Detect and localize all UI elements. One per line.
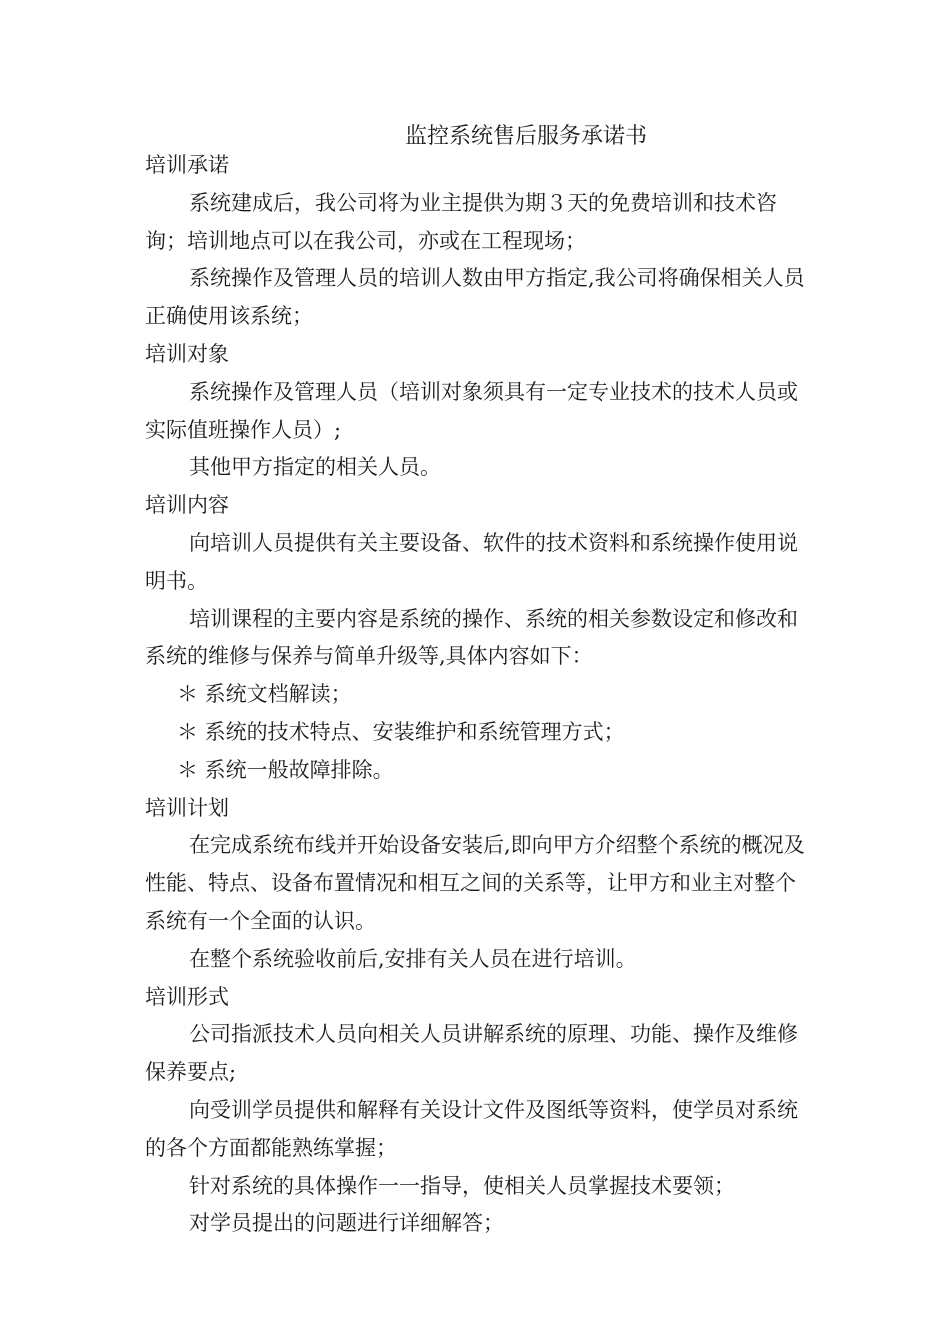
- section-heading: 培训对象: [145, 341, 229, 366]
- paragraph: 系统建成后，我公司将为业主提供为期３天的免费培训和技术咨询；培训地点可以在我公司，亦或在工程现场；: [145, 190, 777, 253]
- paragraph: 公司指派技术人员向相关人员讲解系统的原理、功能、操作及维修保养要点;: [145, 1022, 798, 1085]
- paragraph: 对学员提出的问题进行详细解答；: [189, 1211, 504, 1236]
- paragraph: 针对系统的具体操作一一指导，使相关人员掌握技术要领；: [189, 1173, 735, 1198]
- document-body: [145, 147, 815, 1243]
- section-heading: 培训计划: [145, 795, 229, 820]
- paragraph: 系统操作及管理人员的培训人数由甲方指定,我公司将确保相关人员正确使用该系统；: [145, 266, 805, 329]
- bullet-item: ＊ 系统一般故障排除。: [177, 757, 394, 782]
- section-heading: 培训形式: [145, 984, 229, 1009]
- section-heading: 培训承诺: [145, 153, 229, 177]
- paragraph: 培训课程的主要内容是系统的操作、系统的相关参数设定和修改和系统的维修与保养与简单升级等,具体内容如下：: [145, 606, 798, 669]
- bullet-item: ＊ 系统文档解读；: [177, 682, 352, 707]
- bullet-item: ＊ 系统的技术特点、安装维护和系统管理方式；: [177, 719, 625, 744]
- paragraph: 系统操作及管理人员（培训对象须具有一定专业技术的技术人员或实际值班操作人员）;: [145, 379, 798, 442]
- paragraph: 向受训学员提供和解释有关设计文件及图纸等资料，使学员对系统的各个方面都能熟练掌握；: [145, 1097, 798, 1160]
- paragraph: 其他甲方指定的相关人员。: [189, 455, 441, 480]
- document-title: 监控系统售后服务承诺书: [404, 124, 647, 149]
- paragraph: 在整个系统验收前后,安排有关人员在进行培训。: [189, 946, 637, 971]
- section-heading: 培训内容: [145, 493, 229, 518]
- paragraph: 在完成系统布线并开始设备安装后,即向甲方介绍整个系统的概况及性能、特点、设备布置情况和相互之间的关系等，让甲方和业主对整个系统有一个全面的认识。: [145, 833, 805, 933]
- paragraph: 向培训人员提供有关主要设备、软件的技术资料和系统操作使用说明书。: [145, 530, 798, 593]
